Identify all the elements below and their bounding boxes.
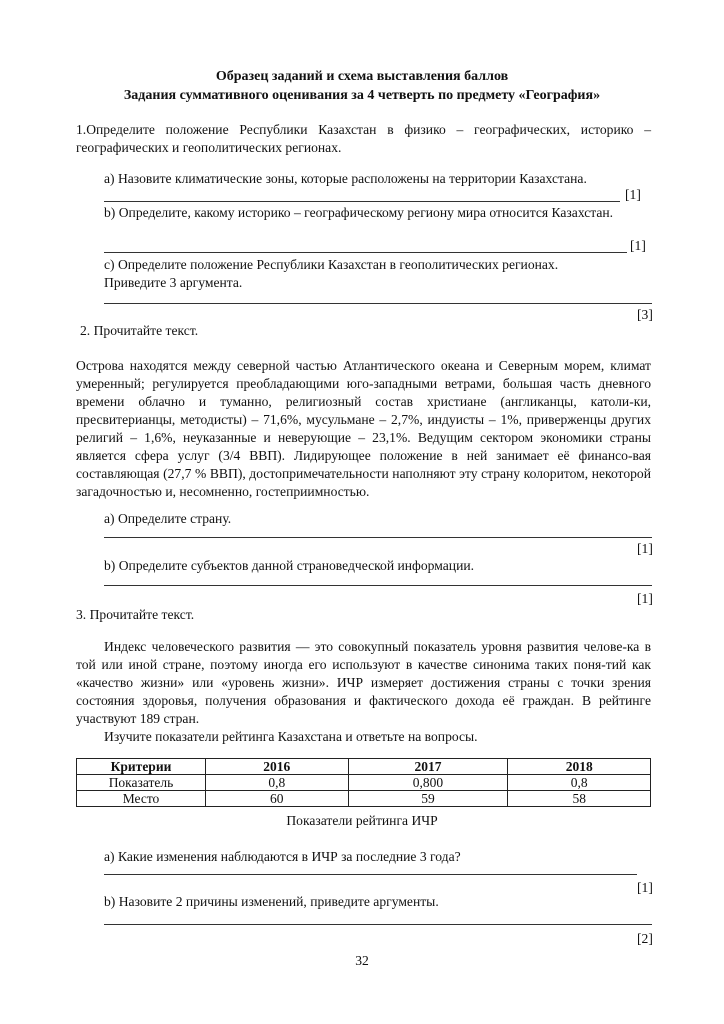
q1-a-score: [1] <box>625 187 641 202</box>
rating-table <box>76 758 651 807</box>
q3-b-answer-line[interactable] <box>104 924 652 925</box>
q3-b-score: [2] <box>637 931 653 946</box>
q1-text: 1.Определите положение Республики Казахстан в физико – географических, историко – географических и геополитических регионах. <box>76 122 651 155</box>
table-header-cell: 2017 <box>348 759 508 775</box>
table-header-cell: 2018 <box>508 759 651 775</box>
q1-c-text-2: Приведите 3 аргумента. <box>104 275 243 290</box>
q2-b-answer-line[interactable] <box>104 585 652 586</box>
table-cell: 0,8 <box>206 775 349 791</box>
table-cell: 0,8 <box>508 775 651 791</box>
q1-b-text: b) Определите, какому историко – географическому региону мира относится Казахстан. <box>104 205 614 220</box>
q1-a-text: а) Назовите климатические зоны, которые расположены на территории Казахстана. <box>104 171 587 186</box>
table-cell: 58 <box>508 791 651 807</box>
table-caption: Показатели рейтинга ИЧР <box>286 813 438 828</box>
table-cell: 59 <box>348 791 508 807</box>
table-header-cell: Критерии <box>77 759 206 775</box>
q3-study-text: Изучите показатели рейтинга Казахстана и ответьте на вопросы. <box>104 729 478 744</box>
q2-b-score: [1] <box>637 591 653 606</box>
table-header-row <box>77 759 651 775</box>
q3-b-text: b) Назовите 2 причины изменений, приведите аргументы. <box>104 894 439 909</box>
q1-c-score: [3] <box>637 307 653 322</box>
q2-a-score: [1] <box>637 541 653 556</box>
q3-a-text: а) Какие изменения наблюдаются в ИЧР за последние 3 года? <box>104 849 461 864</box>
table-header-cell: 2016 <box>206 759 349 775</box>
q1-c-answer-line[interactable] <box>104 303 652 304</box>
q1-c-text: с) Определите положение Республики Казахстан в геополитических регионах. <box>104 257 559 272</box>
document-subtitle: Задания суммативного оценивания за 4 четверть по предмету «География» <box>123 88 601 103</box>
table-cell: 60 <box>206 791 349 807</box>
table-cell: Показатель <box>77 775 206 791</box>
page-number: 32 <box>355 953 369 968</box>
q2-a-text: а) Определите страну. <box>104 511 232 526</box>
q3-a-answer-line[interactable] <box>104 874 637 875</box>
q1-a-answer-line[interactable] <box>104 201 620 202</box>
q3-text: Индекс человеческого развития — это совокупный показатель уровня развития челове-ка в той или иной стране, поэтому иногда его используют в качестве синонима таких поня-тий как «качество жизни» или «уровень жизни». ИЧР измеряет достижения страны с точки зрения состояния здоровья, получения образования и фактического дохода её граждан. В рейтинге участвуют 189 стран. <box>76 639 651 726</box>
q2-text: Острова находятся между северной частью Атлантического океана и Северным морем, климат умеренный; регулируется преобладающими юго-западными ветрами, большая часть дневного времени облачно и туманно, религиозный состав христиане (англиканцы, католи-ки, пресвитерианцы, методисты) – 71,6%, мусульмане – 2,7%, индуисты – 1%, приверженцы других религий – 1,6%, неуказанные и неверующие – 23,1%. Ведущим сектором экономики страны является сфера услуг (3/4 ВВП). Лидирующее положение в ней занимает её финансо-вая составляющая (27,7 % ВВП), достопримечательности наполняют эту страну колоритом, некоторой загадочностью и, несомненно, гостеприимностью. <box>76 358 651 499</box>
table-row <box>77 775 651 791</box>
q3-intro: 3. Прочитайте текст. <box>76 607 195 622</box>
q1-b-answer-line[interactable] <box>104 252 627 253</box>
q2-a-answer-line[interactable] <box>104 537 652 538</box>
table-cell: Место <box>77 791 206 807</box>
q2-b-text: b) Определите субъектов данной страноведческой информации. <box>104 558 475 573</box>
q1-b-score: [1] <box>630 238 646 253</box>
q3-a-score: [1] <box>637 880 653 895</box>
table-cell: 0,800 <box>348 775 508 791</box>
table-row <box>77 791 651 807</box>
q2-intro: 2. Прочитайте текст. <box>80 323 199 338</box>
document-title: Образец заданий и схема выставления баллов <box>215 69 509 84</box>
